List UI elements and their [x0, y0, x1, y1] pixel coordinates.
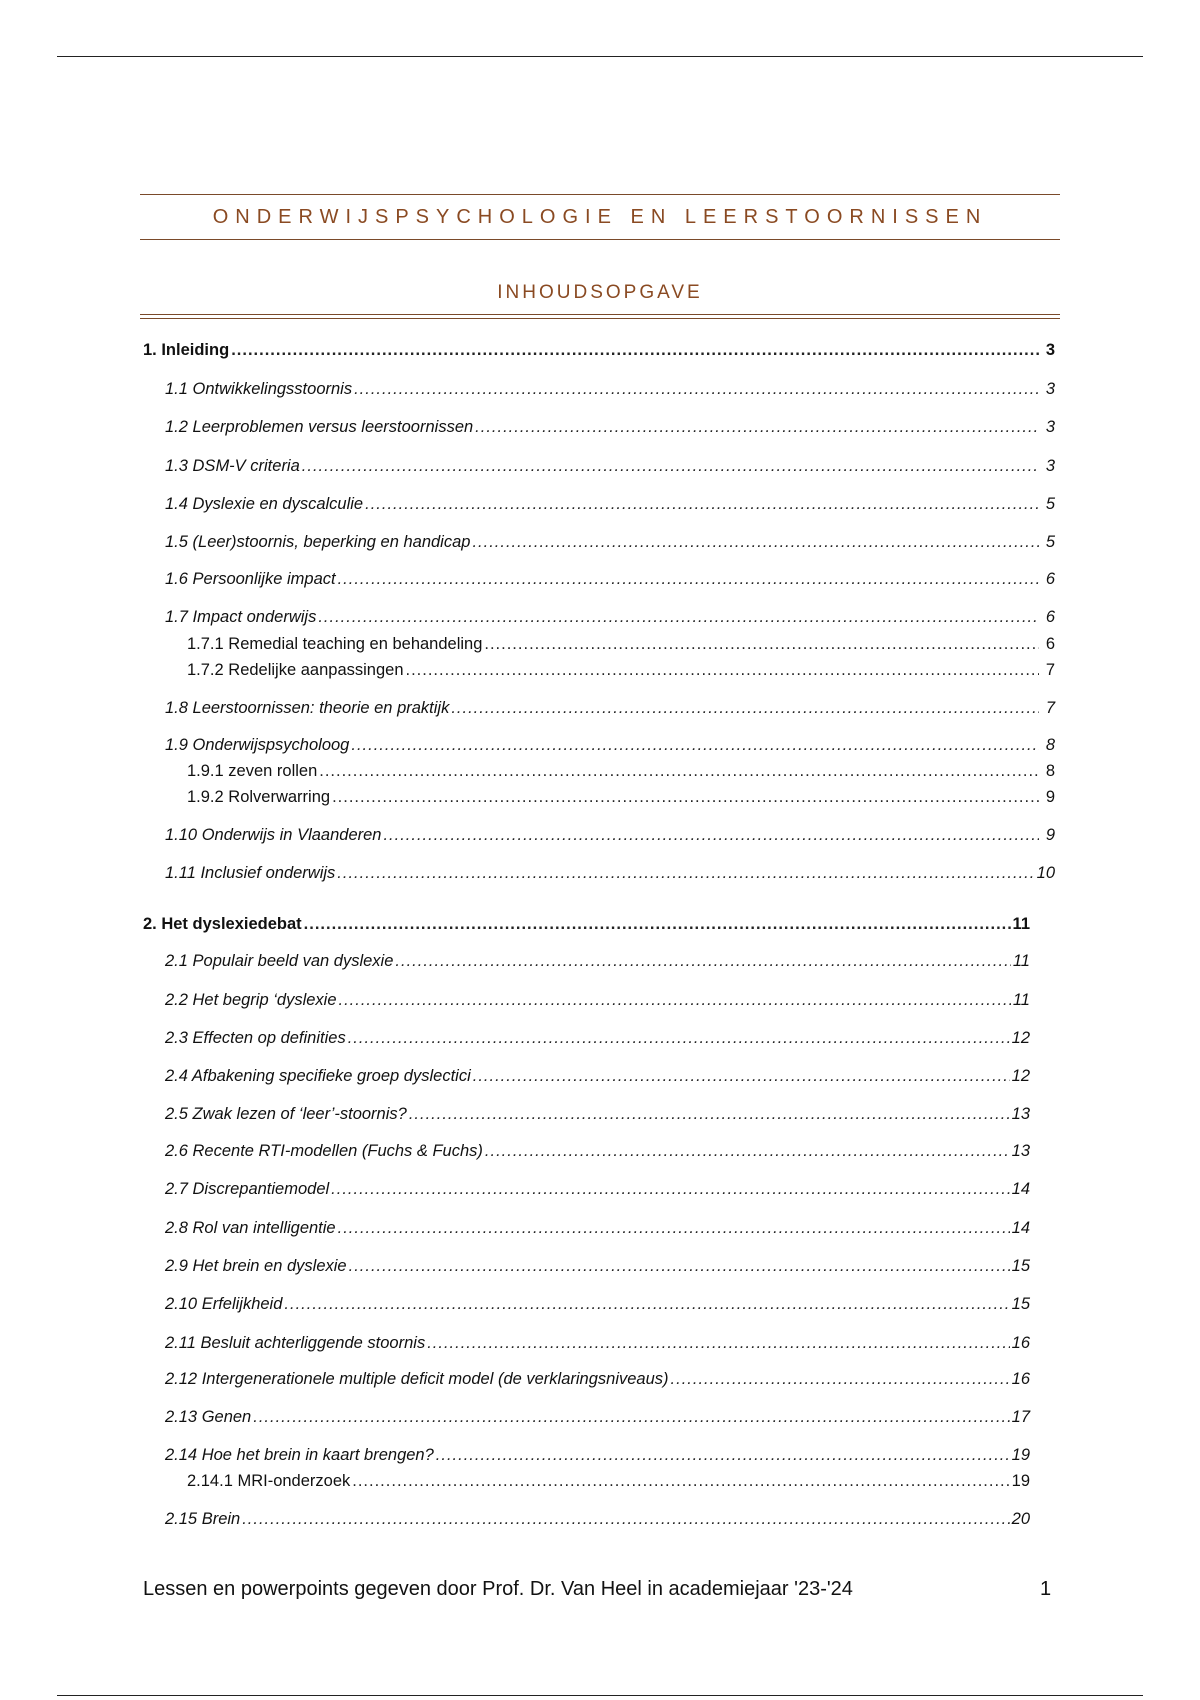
toc-dot-leader: [331, 1180, 1009, 1199]
toc-entry-title: 1.8 Leerstoornissen: theorie en praktijk: [165, 699, 450, 717]
toc-entry-page: 10: [1036, 864, 1055, 882]
toc-entry-title: 2.8 Rol van intelligentie: [165, 1219, 336, 1237]
toc-dot-leader: [354, 380, 1039, 399]
toc-entry-page: 9: [1045, 826, 1055, 844]
toc-entry-page: 14: [1011, 1219, 1030, 1237]
toc-entry-title: 2.9 Het brein en dyslexie: [165, 1257, 347, 1275]
toc-entry-page: 5: [1045, 495, 1055, 513]
toc-entry-title: 1.2 Leerproblemen versus leerstoornissen: [165, 418, 474, 436]
toc-entry-page: 3: [1045, 380, 1055, 398]
toc-entry-page: 19: [1011, 1446, 1030, 1464]
toc-entry-page: 7: [1045, 699, 1055, 717]
toc-entry-page: 17: [1011, 1408, 1030, 1426]
toc-dot-leader: [409, 1105, 1010, 1124]
toc-entry-title: 2.6 Recente RTI-modellen (Fuchs & Fuchs): [165, 1142, 483, 1160]
toc-entry-page: 15: [1011, 1257, 1030, 1275]
toc-entry[interactable]: [165, 608, 1055, 630]
toc-dot-leader: [318, 608, 1039, 627]
toc-entry-page: 7: [1045, 661, 1055, 679]
toc-entry-page: 15: [1011, 1295, 1030, 1313]
toc-dot-leader: [338, 1219, 1010, 1238]
toc-entry[interactable]: [165, 1257, 1030, 1279]
toc-dot-leader: [338, 570, 1039, 589]
toc-entry[interactable]: [143, 915, 1030, 937]
toc-entry[interactable]: [187, 762, 1055, 784]
toc-entry-page: 13: [1011, 1142, 1030, 1160]
toc-entry[interactable]: [165, 952, 1030, 974]
footer-text: Lessen en powerpoints gegeven door Prof. Dr. Van Heel in academiejaar '23-'24: [143, 1578, 853, 1600]
toc-dot-leader: [302, 457, 1039, 476]
toc-entry[interactable]: [165, 457, 1055, 479]
toc-entry-page: 8: [1045, 736, 1055, 754]
toc-entry-title: 1.3 DSM-V criteria: [165, 457, 300, 475]
toc-entry-title: 2.13 Genen: [165, 1408, 252, 1426]
toc-dot-leader: [319, 762, 1039, 781]
toc-dot-leader: [284, 1295, 1009, 1314]
toc-dot-leader: [348, 1029, 1010, 1048]
toc-entry-page: 19: [1011, 1472, 1030, 1490]
toc-entry-title: 2.5 Zwak lezen of ‘leer’-stoornis?: [165, 1105, 407, 1123]
toc-entry-title: 2.10 Erfelijkheid: [165, 1295, 283, 1313]
toc-dot-leader: [332, 788, 1039, 807]
toc-dot-leader: [304, 915, 1011, 934]
toc-dot-leader: [451, 699, 1039, 718]
toc-entry-page: 11: [1012, 915, 1030, 933]
toc-entry[interactable]: [165, 736, 1055, 758]
toc-entry[interactable]: [165, 1219, 1030, 1241]
toc-entry-page: 9: [1045, 788, 1055, 806]
toc-heading-rule: [140, 314, 1060, 319]
toc-entry-page: 5: [1045, 533, 1055, 551]
toc-entry-page: 12: [1011, 1029, 1030, 1047]
toc-dot-leader: [406, 661, 1040, 680]
toc-entry-page: 3: [1045, 457, 1055, 475]
toc-entry[interactable]: [143, 341, 1055, 363]
toc-entry[interactable]: [165, 418, 1055, 440]
toc-entry-title: 1.1 Ontwikkelingsstoornis: [165, 380, 353, 398]
toc-entry-title: 1.5 (Leer)stoornis, beperking en handicap: [165, 533, 471, 551]
toc-dot-leader: [436, 1446, 1010, 1465]
toc-entry-page: 11: [1012, 991, 1030, 1009]
toc-entry-page: 16: [1011, 1370, 1030, 1388]
toc-entry[interactable]: [165, 1142, 1030, 1164]
toc-dot-leader: [352, 1472, 1009, 1491]
toc-entry[interactable]: [165, 1029, 1030, 1051]
toc-entry-title: 1. Inleiding: [143, 341, 230, 359]
toc-entry-title: 1.10 Onderwijs in Vlaanderen: [165, 826, 382, 844]
toc-entry-title: 1.9.2 Rolverwarring: [187, 788, 331, 806]
footer-page-number: 1: [1040, 1578, 1052, 1600]
toc-heading: INHOUDSOPGAVE: [497, 282, 703, 303]
toc-entry[interactable]: [165, 495, 1055, 517]
toc-entry[interactable]: [165, 570, 1055, 592]
toc-entry-title: 2.4 Afbakening specifieke groep dyslectici: [165, 1067, 471, 1085]
toc-entry-title: 1.11 Inclusief onderwijs: [165, 864, 336, 882]
toc-entry-page: 3: [1045, 341, 1055, 359]
toc-entry-title: 1.9 Onderwijspsycholoog: [165, 736, 350, 754]
toc-dot-leader: [485, 1142, 1010, 1161]
toc-dot-leader: [339, 991, 1011, 1010]
toc-entry-title: 1.9.1 zeven rollen: [187, 762, 318, 780]
toc-dot-leader: [365, 495, 1039, 514]
toc-entry-title: 2.15 Brein: [165, 1510, 241, 1528]
toc-entry-title: 2.7 Discrepantiemodel: [165, 1180, 330, 1198]
page-bottom-rule: [57, 1695, 1143, 1696]
toc-entry-page: 14: [1011, 1180, 1030, 1198]
toc-entry-title: 1.6 Persoonlijke impact: [165, 570, 336, 588]
toc-entry-page: 20: [1011, 1510, 1030, 1528]
toc-entry-page: 11: [1012, 952, 1030, 970]
toc-entry-page: 8: [1045, 762, 1055, 780]
toc-entry-title: 2. Het dyslexiedebat: [143, 915, 302, 933]
page-top-rule: [57, 56, 1143, 57]
toc-dot-leader: [395, 952, 1010, 971]
toc-entry-title: 2.1 Populair beeld van dyslexie: [165, 952, 394, 970]
toc-entry-title: 2.12 Intergenerationele multiple deficit model (de verklaringsniveaus): [165, 1370, 669, 1388]
toc-entry-page: 3: [1045, 418, 1055, 436]
toc-entry-title: 2.14.1 MRI-onderzoek: [187, 1472, 351, 1490]
toc-entry[interactable]: [165, 699, 1055, 721]
toc-dot-leader: [337, 864, 1034, 883]
toc-entry[interactable]: [165, 1510, 1030, 1532]
toc-entry-page: 13: [1011, 1105, 1030, 1123]
toc-entry-title: 1.4 Dyslexie en dyscalculie: [165, 495, 364, 513]
toc-entry[interactable]: [187, 635, 1055, 657]
toc-entry[interactable]: [165, 1105, 1030, 1127]
toc-dot-leader: [231, 341, 1039, 360]
toc-entry[interactable]: [165, 1408, 1030, 1430]
toc-dot-leader: [472, 533, 1039, 552]
toc-dot-leader: [484, 635, 1039, 654]
toc-dot-leader: [351, 736, 1039, 755]
toc-entry-title: 2.2 Het begrip ‘dyslexie: [165, 991, 337, 1009]
toc-entry[interactable]: [165, 991, 1030, 1013]
toc-entry[interactable]: [165, 826, 1055, 848]
toc-entry[interactable]: [165, 380, 1055, 402]
toc-dot-leader: [475, 418, 1039, 437]
toc-entry[interactable]: [165, 1370, 1030, 1392]
toc-entry-page: 6: [1045, 635, 1055, 653]
toc-entry-title: 2.14 Hoe het brein in kaart brengen?: [165, 1446, 434, 1464]
toc-entry-title: 1.7.2 Redelijke aanpassingen: [187, 661, 404, 679]
toc-entry-page: 12: [1011, 1067, 1030, 1085]
document-title-box: [140, 194, 1060, 240]
toc-entry[interactable]: [165, 864, 1055, 886]
toc-entry[interactable]: [165, 1446, 1030, 1468]
toc-entry-page: 6: [1045, 608, 1055, 626]
toc-entry[interactable]: [187, 788, 1055, 810]
toc-dot-leader: [253, 1408, 1009, 1427]
toc-entry-page: 16: [1011, 1334, 1030, 1352]
toc-dot-leader: [349, 1257, 1010, 1276]
toc-entry[interactable]: [187, 661, 1055, 683]
toc-dot-leader: [427, 1334, 1009, 1353]
toc-dot-leader: [671, 1370, 1010, 1389]
toc-entry[interactable]: [187, 1472, 1030, 1494]
document-title: ONDERWIJSPSYCHOLOGIE EN LEERSTOORNISSEN: [212, 205, 988, 228]
toc-entry[interactable]: [165, 533, 1055, 555]
toc-dot-leader: [242, 1510, 1009, 1529]
toc-dot-leader: [383, 826, 1039, 845]
toc-dot-leader: [473, 1067, 1010, 1086]
toc-entry[interactable]: [165, 1067, 1030, 1089]
toc-entry[interactable]: [165, 1295, 1030, 1317]
toc-entry-title: 1.7.1 Remedial teaching en behandeling: [187, 635, 483, 653]
toc-entry[interactable]: [165, 1334, 1030, 1356]
toc-entry[interactable]: [165, 1180, 1030, 1202]
toc-entry-title: 2.3 Effecten op definities: [165, 1029, 346, 1047]
toc-entry-page: 6: [1045, 570, 1055, 588]
toc-entry-title: 2.11 Besluit achterliggende stoornis: [165, 1334, 426, 1352]
toc-entry-title: 1.7 Impact onderwijs: [165, 608, 317, 626]
